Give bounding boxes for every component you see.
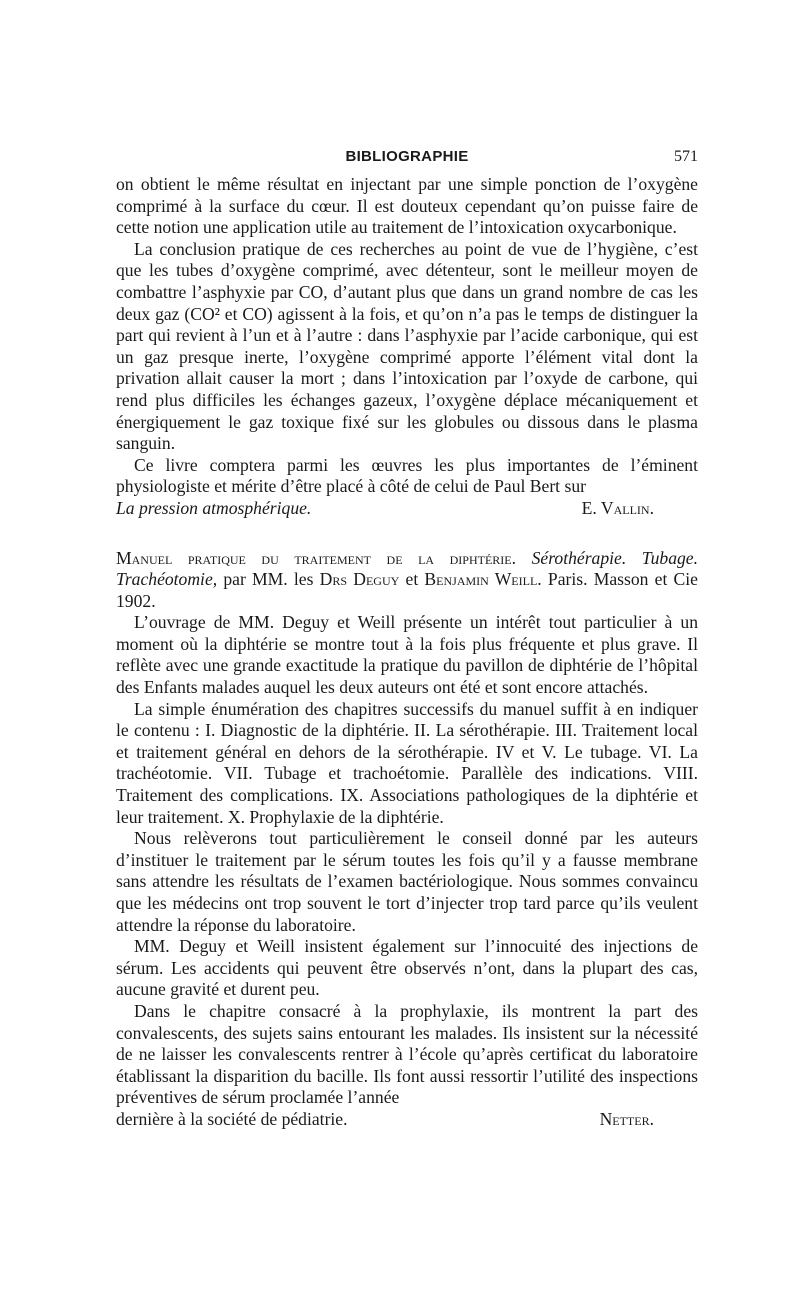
review-respiration bbox=[116, 174, 698, 520]
paragraph: La conclusion pratique de ces recherches au point de vue de l’hygiène, c’est que les tubes d’oxygène comprimé, avec détenteur, sont le meilleur moyen de combattre l’asphyxie par CO, d’autant plus que dans un grand nombre de cas les deux gaz (CO² et CO) agissent à la fois, et qu’on n’a pas le temps de distinguer la part qui revient à l’un et à l’autre : dans l’asphyxie par l’acide carbonique, qui est un gaz presque inerte, l’oxygène comprimé apporte l’élément vital dont la privation allait causer la mort ; dans l’intoxication par l’oxyde de carbone, qui rend plus difficiles les échanges gazeux, l’oxygène déplace mécaniquement et énergiquement le gaz toxique fixé sur les globules ou dissous dans le plasma sanguin. bbox=[116, 238, 698, 454]
header-title: BIBLIOGRAPHIE bbox=[345, 148, 469, 165]
reviewer-signature: Netter. bbox=[599, 1108, 654, 1129]
page-number: 571 bbox=[674, 148, 698, 165]
paragraph: Ce livre comptera parmi les œuvres les plus importantes de l’éminent physiologiste et mérite d’être placé à côté de celui de Paul Bert sur bbox=[116, 454, 698, 497]
paragraph: Nous relèverons tout particulièrement le conseil donné par les auteurs d’instituer le traitement par le sérum toutes les fois qu’il y a fausse membrane sans attendre les résultats de l’examen bactériologique. Nous sommes convaincu que les médecins ont trop souvent le tort d’injecter trop tard parce qu’ils veulent attendre la réponse du laboratoire. bbox=[116, 828, 698, 935]
paragraph: on obtient le même résultat en injectant par une simple ponction de l’oxygène comprimé à la surface du cœur. Il est douteux cependant qu’on puisse faire de cette notion une application utile au traitement de l’intoxication oxycarbonique. bbox=[116, 174, 698, 238]
book-title: Manuel pratique du traitement de la diphtérie. bbox=[116, 547, 517, 568]
closing-line bbox=[116, 1109, 698, 1131]
review-heading bbox=[116, 548, 698, 613]
author-name: Benjamin Weill. bbox=[424, 569, 542, 590]
reviewer-signature: E. Vallin. bbox=[581, 497, 654, 518]
paragraph: MM. Deguy et Weill insistent également sur l’innocuité des injections de sérum. Les accidents qui peuvent être observés n’ont, dans la plupart des cas, aucune gravité et durent peu. bbox=[116, 936, 698, 1000]
author-name: Deguy bbox=[353, 569, 400, 590]
doctors-abbrev: Drs bbox=[319, 569, 348, 590]
book-subtitle: Sérothérapie. Tubage. Trachéotomie, bbox=[116, 547, 699, 590]
publisher-info: Paris. Masson et Cie 1902. bbox=[116, 569, 698, 611]
closing-line bbox=[116, 498, 698, 520]
page bbox=[116, 146, 698, 1131]
review-diphterie bbox=[116, 548, 698, 1131]
paragraph: L’ouvrage de MM. Deguy et Weill présente un intérêt tout particulier à un moment où la diphtérie se montre tout à la fois plus fréquente et plus grave. Il reflète avec une grande exactitude la pratique du pavillon de diphtérie de l’hôpital des Enfants malades auquel les deux auteurs ont été et sont encore attachés. bbox=[116, 612, 698, 698]
book-title-reference: La pression atmosphérique. bbox=[116, 497, 312, 518]
running-header bbox=[116, 146, 698, 170]
paragraph: La simple énumération des chapitres successifs du manuel suffit à en indiquer le contenu : I. Diagnostic de la diphtérie. II. La sérothérapie. III. Traitement local et traitement général en dehors de la sérothérapie. IV et V. Le tubage. VI. La trachéotomie. VII. Tubage et trachoétomie. Parallèle des indications. VIII. Traitement des complications. IX. Associations pathologiques de la diphtérie et leur traitement. X. Prophylaxie de la diphtérie. bbox=[116, 698, 698, 827]
and-text: et bbox=[405, 569, 419, 590]
final-text: dernière à la société de pédiatrie. bbox=[116, 1108, 348, 1129]
by-text: par MM. les bbox=[223, 569, 314, 590]
paragraph: Dans le chapitre consacré à la prophylaxie, ils montrent la part des convalescents, des sujets sains entourant les malades. Ils insistent sur la nécessité de ne laisser les convalescents rentrer à l’école qu’après certificat du laboratoire établissant la disparition du bacille. Ils font aussi ressortir l’utilité des inspections préventives de sérum proclamée l’année bbox=[116, 1000, 698, 1108]
